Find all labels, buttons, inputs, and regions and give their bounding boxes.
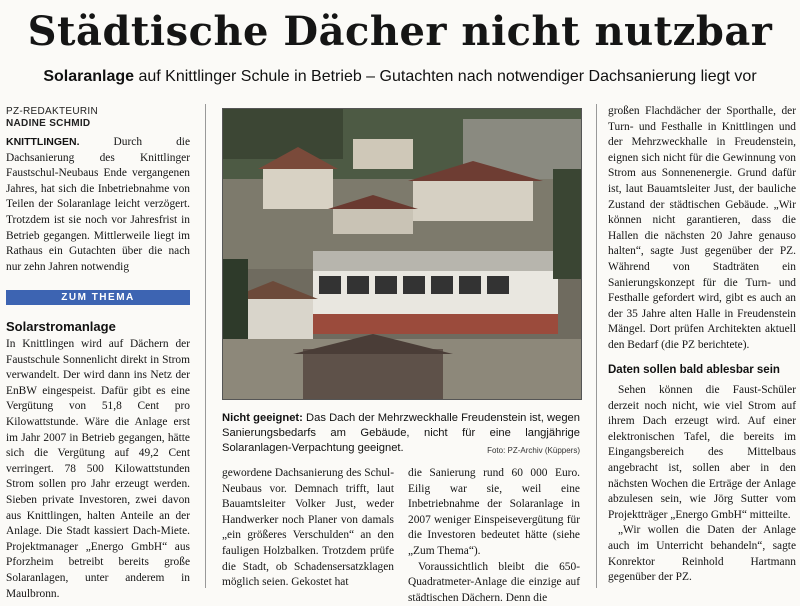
- caption-lead: Nicht geeignet:: [222, 412, 303, 424]
- infobox-heading: Solarstromanlage: [6, 319, 116, 334]
- column-4-paragraph-3: „Wir wollen die Daten der Anlage auch im Unterricht behandeln“, sagte Konrektor Reinhold Hartmann gegenüber der PZ.: [608, 524, 796, 584]
- topic-tag: ZUM THEMA: [6, 290, 190, 305]
- subheadline: [0, 68, 800, 86]
- column-3-paragraph-1: die Sanierung rund 60 000 Euro. Eilig war sie, weil eine Inbetriebnahme der Solaranlage in 2007 weniger Einspeisevergütung für die Investoren bedeutet hätte (siehe „Zum Thema“).: [408, 467, 580, 557]
- column-4-tail: [608, 383, 796, 593]
- author-name: NADINE SCHMID: [6, 118, 91, 129]
- headline: Städtische Dächer nicht nutzbar: [27, 8, 773, 55]
- column-3: [408, 466, 580, 604]
- column-2-text: gewordene Dachsanierung des Schul-Neubaus vor. Demnach trifft, laut Bauamtsleiter Volker Just, weder Handwerker noch Planer von damals „ein größeres Verschulden“ an den fauligen Holzbalken. Trotzdem prüfe die Stadt, ob Schadensersatzklagen möglich seien. Gekostet hat: [222, 467, 394, 589]
- intro-text: Durch die Dachsanierung des Knittlinger Faustschul-Neubaus Ende vergangenen Jahres, hat sich die Inbetriebnahme von Teilen der Solaranlage leicht verzögert. Trotzdem ist sie noch vor Jahresfrist in Betrieb gegangen. Mittlerweile liegt im Rathaus ein Gutachten über die nach nur zehn Jahren notwendig: [6, 136, 190, 273]
- caption-text: Das Dach der Mehrzweckhalle Freudenstein ist, wegen Sanierungsbedarfs am Gebäude, nicht für eine langjährige Solaranlagen-Verpachtung geeignet.: [222, 412, 580, 454]
- column-1-intro: [6, 135, 190, 283]
- column-4-subheading: Daten sollen bald ablesbar sein: [608, 364, 780, 376]
- hall-photo-image: [223, 109, 581, 399]
- subheadline-rest: auf Knittlinger Schule in Betrieb – Gutachten nach notwendiger Dachsanierung liegt vor: [134, 68, 757, 85]
- column-4-paragraph-2: Sehen können die Faust-Schüler derzeit noch nicht, wie viel Strom auf ihrem Dach erzeugt wird. Auf einer elektronischen Tafel, die bereits im Eingangsbereich des Mittelbaus angebracht ist, sollen aber in den nächsten Wochen die Erträge der Anlage abzulesen sein, wie Jörg Sutter vom Projektträger „Energo GmbH“ mitteilte.: [608, 384, 796, 521]
- column-divider: [596, 104, 597, 588]
- subheadline-lead: Solaranlage: [43, 68, 135, 85]
- column-divider: [205, 104, 206, 588]
- dateline: KNITTLINGEN.: [6, 136, 80, 148]
- infobox-text: In Knittlingen wird auf Dächern der Faustschule Sonnenlicht direkt in Strom verwandelt. Der wird dann ins Netz der EnBW eingespeist. Dafür gibt es eine Vergütung von 51,8 Cent pro Kilowattstunde. Wäre die Anlage erst im Jahr 2007 in Betrieb gegangen, hätte sich die Vergütung auf 49,2 Cent verringert. 78 500 Kilowattstunden Strom sollen pro Jahr erzeugt werden. Sieben private Investoren, zwei davon aus Knittlingen, halten Anteile an der Anlage. Die Stadt kassiert Dach-Miete. Projektmanager „Energo GmbH“ aus Pforzheim betreibt bereits große Solaranlagen, unter anderem in Maulbronn.: [6, 338, 190, 600]
- column-3-paragraph-2: Voraussichtlich bleibt die 650-Quadratmeter-Anlage die einzige auf städtischen Dächern. Denn die: [408, 560, 580, 604]
- author-role: PZ-REDAKTEURIN: [6, 106, 98, 117]
- article-photo: [222, 108, 582, 400]
- photo-credit: Foto: PZ-Archiv (Küppers): [487, 446, 580, 455]
- byline: [6, 106, 98, 130]
- column-4-text: großen Flachdächer der Sporthalle, der Turn- und Festhalle in Knittlingen und der Mehrzweckhalle in Freudenstein, eignen sich nicht für die Gewinnung von Strom aus Sonnenenergie. Grund dafür ist, laut Bauamtsleiter Just, der bauliche Zustand der städtischen Gebäude. „Wir können nicht garantieren, dass die Hallen die nächsten 20 Jahre genauso halten“, sagte Just gegenüber der PZ. Während von Stadträten ein Sanierungskonzept für die Turn- und Festhalle gefordert wird, gibt es auch an der 35 Jahre alten Halle in Freudenstein Mängel. Dort prüfen Architekten aktuell den Bedarf (die PZ berichtete).: [608, 105, 796, 351]
